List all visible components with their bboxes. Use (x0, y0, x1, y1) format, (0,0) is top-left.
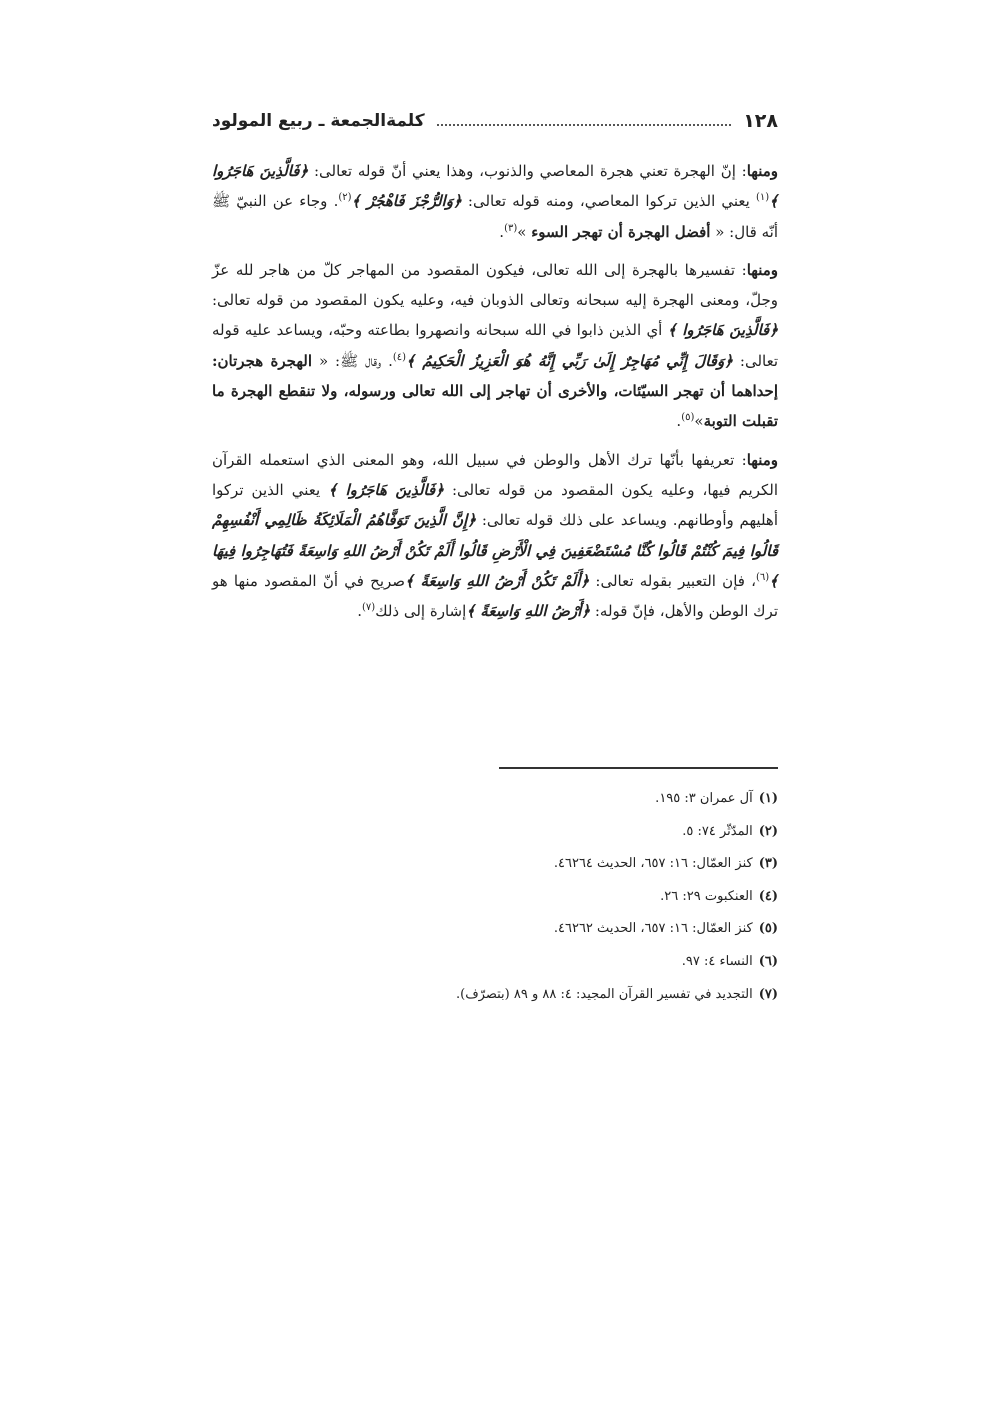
footnote-ref: (٥) (681, 412, 695, 424)
footnote-ref: (٦) (756, 571, 770, 583)
text-run: . (676, 412, 682, 431)
footnote-ref: (٧) (362, 602, 376, 614)
text-run: : إنّ الهجرة تعني هجرة المعاصي والذنوب، وهذا يعني أنّ قوله تعالى: (308, 162, 747, 180)
text-run: . (357, 602, 363, 621)
body-text (212, 156, 778, 634)
text-run: يعني الذين تركوا أهليهم وأوطانهم. ويساعد على ذلك قوله تعالى: (212, 480, 778, 530)
footnote-text: التجديد في تفسير القرآن المجيد: ٤: ٨٨ و ٨٩ (بتصرّف). (456, 986, 753, 1002)
text-run: يعني الذين تركوا المعاصي، ومنه قوله تعالى: (461, 192, 756, 211)
quran-verse: ﴿فَالَّذِينَ هَاجَرُوا ﴾ (328, 480, 444, 499)
footnote (212, 848, 778, 881)
footnote (212, 979, 778, 1012)
text-run: . وجاء عن النبيّ ﷺ أنّه قال: « (212, 192, 778, 241)
paragraph-3 (212, 445, 778, 627)
paragraph-2 (212, 255, 778, 437)
quran-verse: ﴿أَرْضُ اللهِ وَاسِعَةً ﴾ (466, 602, 591, 621)
footnote-ref: (٢) (338, 192, 352, 204)
text-run: . وقال ﷺ: « (312, 351, 393, 370)
text-run: . (499, 222, 505, 241)
hadith-quote: أفضل الهجرة أن تهجر السوء (531, 222, 711, 241)
text-run: » (694, 412, 704, 431)
footnote-number: (٥) (758, 921, 778, 937)
footnote-text: العنكبوت ٢٩: ٢٦. (660, 888, 753, 904)
footnote (212, 881, 778, 914)
footnote-text: كنز العمّال: ١٦: ٦٥٧، الحديث ٤٦٢٦٤. (553, 856, 753, 872)
quran-verse: ﴿وَقَالَ إِنِّي مُهَاجِرٌ إِلَىٰ رَبِّي إِنَّهُ هُوَ الْعَزِيزُ الْحَكِيمُ ﴾ (406, 351, 733, 370)
footnote-number: (٤) (758, 888, 778, 904)
footnote-number: (٦) (758, 953, 778, 969)
footnote-text: المدّثّر ٧٤: ٥. (682, 823, 753, 839)
paragraph-lead: ومنها (746, 162, 779, 180)
hadith-quote: الهجرة هجرتان: إحداهما أن تهجر السيّئات، والأخرى أن تهاجر إلى الله تعالى ورسوله، ولا تنقطع الهجرة ما تقبلت التوبة (212, 351, 778, 431)
footnote (212, 913, 778, 946)
footnote-number: (٣) (758, 856, 778, 872)
quran-verse: ﴿أَلَمْ تَكُنْ أَرْضُ اللهِ وَاسِعَةً ﴾ (405, 571, 590, 590)
text-run: : تعريفها بأنّها ترك الأهل والوطن في سبيل الله، وهو المعنى الذي استعمله القرآن الكريم فيها، وعليه يكون المقصود من قوله تعالى: (212, 450, 778, 499)
footnote-text: كنز العمّال: ١٦: ٦٥٧، الحديث ٤٦٢٦٢. (553, 921, 753, 937)
footnote-text: النساء ٤: ٩٧. (681, 953, 753, 969)
page-number: ١٢٨ (743, 110, 778, 132)
footnote-number: (١) (758, 791, 778, 806)
footnote (212, 946, 778, 979)
footnotes (212, 783, 778, 1011)
footnote-text: آل عمران ٣: ١٩٥. (655, 791, 753, 806)
text-run: » (517, 222, 532, 241)
book-title: كلمةالجمعة ـ ربيع المولود (212, 111, 425, 131)
paragraph-1 (212, 156, 778, 247)
text-run: : تفسيرها بالهجرة إلى الله تعالى، فيكون المقصود من المهاجر كلّ من هاجر لله عزّ وجلّ، ومعنى الهجرة إليه سبحانه وتعالى الذوبان فيه، وعليه يكون المقصود من قوله تعالى: (212, 260, 778, 310)
footnote-separator (499, 767, 778, 769)
paragraph-lead: ومنها (746, 260, 778, 279)
footnote (212, 783, 778, 816)
footnote-number: (٢) (758, 823, 778, 839)
running-header (212, 104, 778, 138)
text-run: أي الذين ذابوا في الله سبحانه وانصهروا بطاعته وحبّه، ويساعد عليه قوله تعالى: (212, 321, 779, 370)
header-dotted-leader (437, 124, 732, 126)
quran-verse: ﴿وَالرُّجْزَ فَاهْجُرْ ﴾ (351, 192, 462, 211)
quran-verse: ﴿إِنَّ الَّذِينَ تَوَفَّاهُمُ الْمَلَائِكَةُ ظَالِمِي أَنْفُسِهِمْ قَالُوا فِيمَ كُنْتُمْ قَالُوا كُنَّا مُسْتَضْعَفِينَ فِي الْأَرْضِ قَالُوا أَلَمْ تَكُنْ أَرْضُ اللهِ وَاسِعَةً فَتُهَاجِرُوا فِيهَا ﴾ (212, 511, 778, 590)
quran-verse: ﴿فَالَّذِينَ هَاجَرُوا ﴾ (667, 321, 778, 340)
quran-verse: ﴿فَالَّذِينَ هَاجَرُوا ﴾ (212, 162, 778, 211)
text-run: ، فإن التعبير بقوله تعالى: (589, 571, 757, 590)
footnote-ref: (١) (756, 192, 770, 204)
paragraph-lead: ومنها (746, 450, 778, 469)
footnote-ref: (٤) (392, 351, 407, 363)
footnote-number: (٧) (758, 986, 778, 1002)
text-run: صريح في أنّ المقصود منها هو ترك الوطن والأهل، فإنّ قوله: (212, 571, 778, 621)
footnote-ref: (٣) (504, 222, 518, 234)
footnote (212, 816, 778, 849)
text-run: إشارة إلى ذلك (375, 602, 467, 621)
